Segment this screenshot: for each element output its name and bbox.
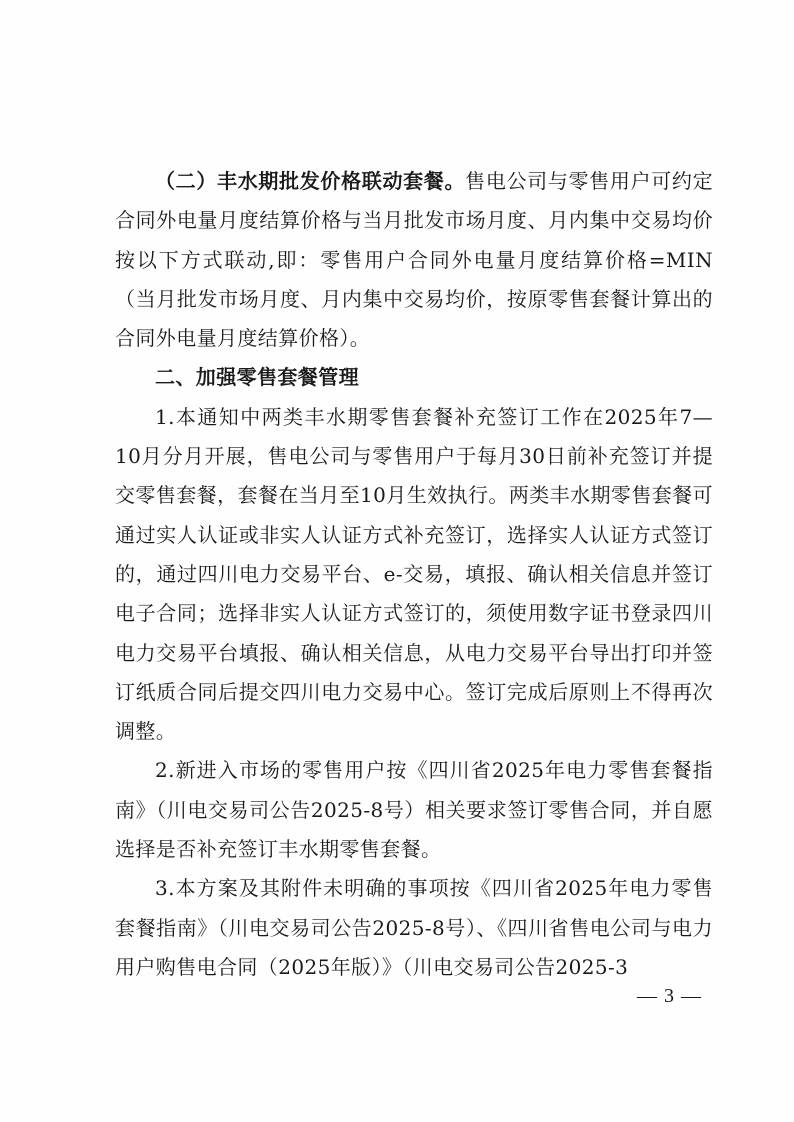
paragraph-item-3: 3.本方案及其附件未明确的事项按《四川省2025年电力零售套餐指南》（川电交易司公告2025-8号）、《四川省售电公司与电力用户购售电合同（2025年版）》（川电交易司公告2025-3 [115,876,713,979]
page-number: — 3 — [637,985,702,1007]
paragraph-lead-bold: （二）丰水期批发价格联动套餐。 [155,169,466,193]
paragraph-body-text: 售电公司与零售用户可约定合同外电量月度结算价格与当月批发市场月度、月内集中交易均价按以下方式联动,即：零售用户合同外电量月度结算价格=MIN（当月批发市场月度、月内集中交易均价，按原零售套餐计算出的合同外电量月度结算价格）。 [115,169,713,351]
paragraph-section-two-item [115,162,713,358]
paragraph-item-1: 1.本通知中两类丰水期零售套餐补充签订工作在2025年7—10月分月开展，售电公司与零售用户于每月30日前补充签订并提交零售套餐，套餐在当月至10月生效执行。两类丰水期零售套餐可通过实人认证或非实人认证方式补充签订，选择实人认证方式签订的，通过四川电力交易平台、e-交易，填报、确认相关信息并签订电子合同；选择非实人认证方式签订的，须使用数字证书登录四川电力交易平台填报、确认相关信息，从电力交易平台导出打印并签订纸质合同后提交四川电力交易中心。签订完成后原则上不得再次调整。 [115,404,713,744]
paragraph-item-2: 2.新进入市场的零售用户按《四川省2025年电力零售套餐指南》（川电交易司公告2025-8号）相关要求签订零售合同，并自愿选择是否补充签订丰水期零售套餐。 [115,758,713,862]
document-body [115,162,713,987]
section-heading: 二、加强零售套餐管理 [155,365,359,390]
